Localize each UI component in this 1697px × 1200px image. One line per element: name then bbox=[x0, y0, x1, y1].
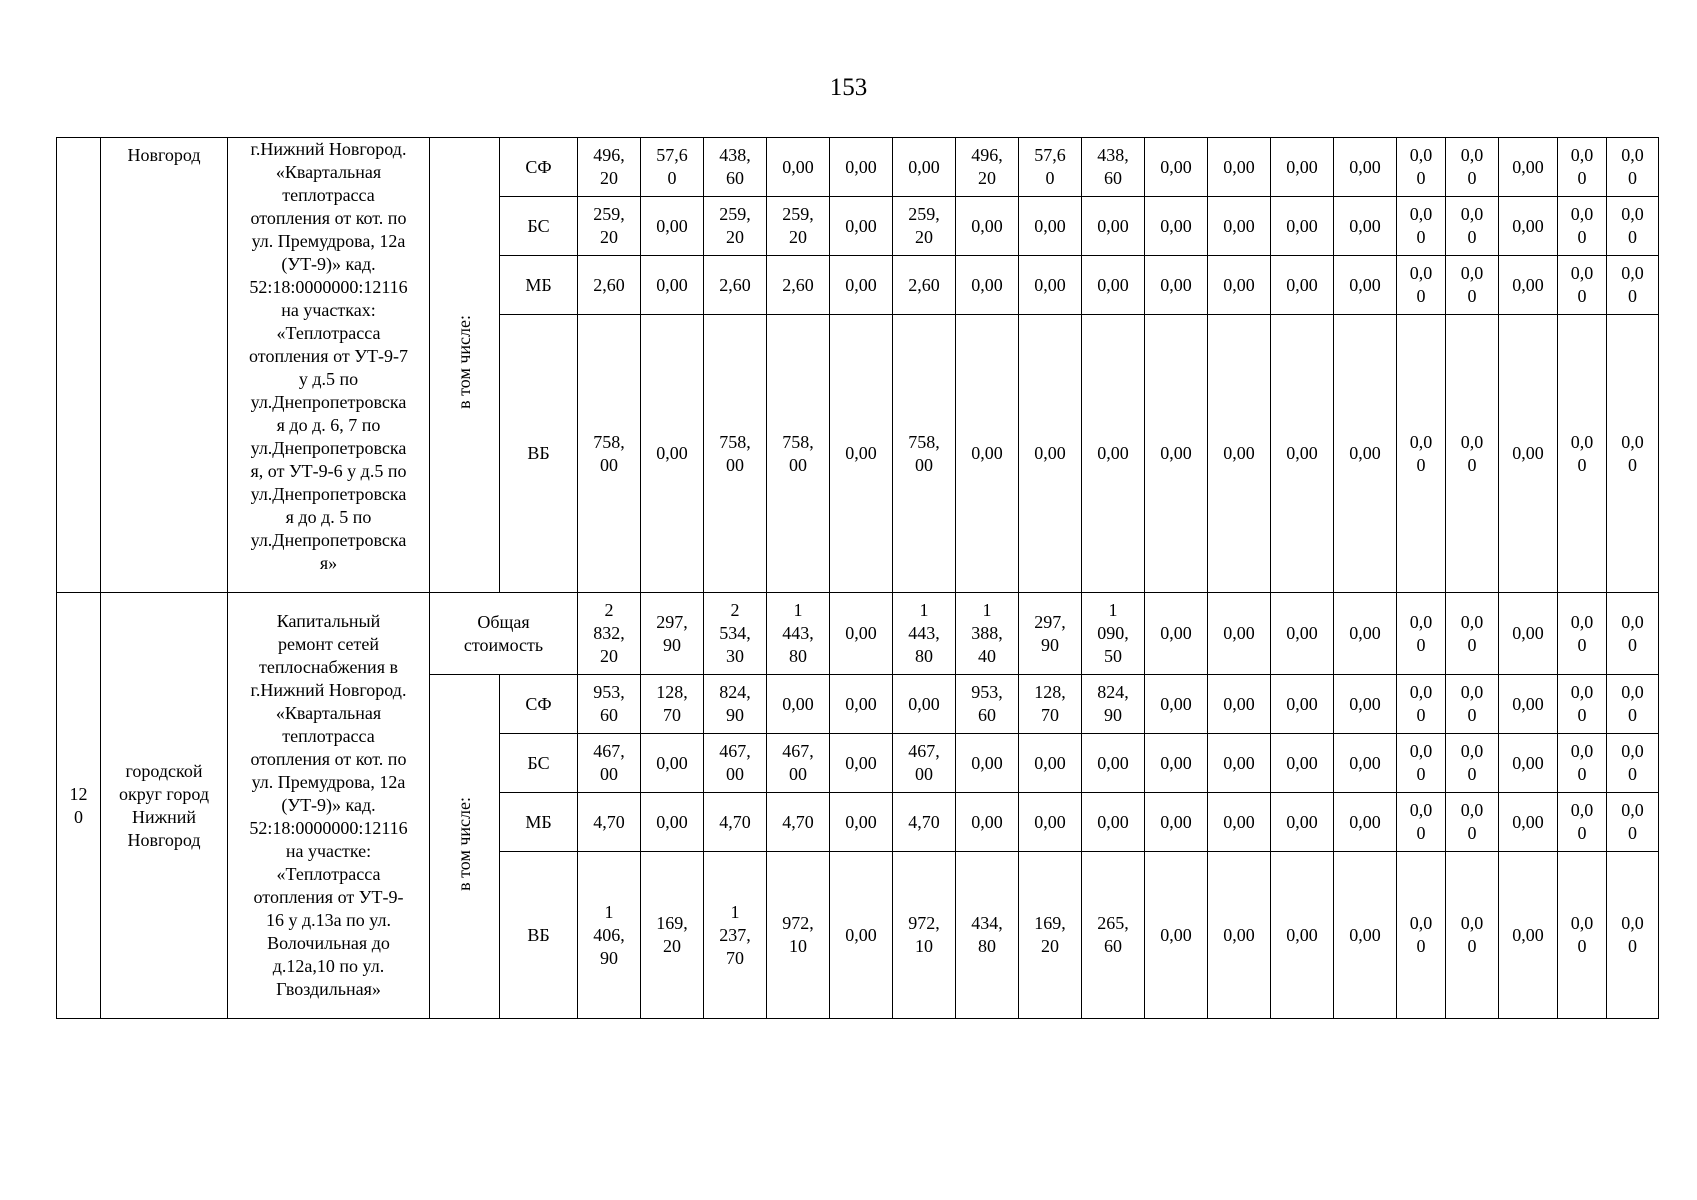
including-label: в том числе: bbox=[454, 796, 474, 891]
value-cell: 0,00 bbox=[956, 256, 1019, 315]
value-cell: 0,00 bbox=[1145, 593, 1208, 675]
value-cell: 0,0 0 bbox=[1607, 793, 1659, 852]
value-cell: 0,0 0 bbox=[1607, 315, 1659, 593]
description-cell: г.Нижний Новгород. «Квартальная теплотрасса отопления от кот. по ул. Премудрова, 12а (УТ-9)» кад. 52:18:0000000:12116 на участках: «Теплотрасса отопления от УТ-9-7 у д.5 по ул.Днепропетровска я до д. 6, 7 по ул.Днепропетровска я, от УТ-9-6 у д.5 по ул.Днепропетровска я до д. 5 по ул.Днепропетровска я» bbox=[228, 138, 430, 593]
value-cell: 0,00 bbox=[1499, 256, 1558, 315]
value-cell: 0,00 bbox=[1271, 852, 1334, 1019]
value-cell: 0,00 bbox=[956, 315, 1019, 593]
value-cell: 0,0 0 bbox=[1446, 793, 1499, 852]
value-cell: 0,0 0 bbox=[1607, 734, 1659, 793]
table-row bbox=[57, 138, 1659, 197]
value-cell: 0,00 bbox=[1145, 734, 1208, 793]
value-cell: 972, 10 bbox=[767, 852, 830, 1019]
page-number: 153 bbox=[829, 74, 868, 101]
value-cell: 0,00 bbox=[1145, 256, 1208, 315]
value-cell: 0,0 0 bbox=[1397, 852, 1446, 1019]
value-cell: 2,60 bbox=[704, 256, 767, 315]
value-cell: 0,0 0 bbox=[1607, 256, 1659, 315]
funding-source-label: БС bbox=[500, 734, 578, 793]
value-cell: 0,0 0 bbox=[1558, 734, 1607, 793]
including-label-cell bbox=[430, 675, 500, 1019]
value-cell: 0,00 bbox=[1271, 256, 1334, 315]
value-cell: 0,00 bbox=[1082, 315, 1145, 593]
value-cell: 0,00 bbox=[830, 197, 893, 256]
value-cell: 169, 20 bbox=[641, 852, 704, 1019]
value-cell: 259, 20 bbox=[578, 197, 641, 256]
value-cell: 0,00 bbox=[1334, 793, 1397, 852]
value-cell: 0,00 bbox=[830, 675, 893, 734]
value-cell: 0,00 bbox=[956, 734, 1019, 793]
value-cell: 0,00 bbox=[1019, 256, 1082, 315]
value-cell: 0,00 bbox=[767, 138, 830, 197]
value-cell: 0,00 bbox=[1334, 852, 1397, 1019]
value-cell: 0,00 bbox=[1208, 138, 1271, 197]
value-cell: 1 237, 70 bbox=[704, 852, 767, 1019]
value-cell: 824, 90 bbox=[704, 675, 767, 734]
value-cell: 2,60 bbox=[578, 256, 641, 315]
value-cell: 2,60 bbox=[893, 256, 956, 315]
value-cell: 0,0 0 bbox=[1607, 593, 1659, 675]
value-cell: 758, 00 bbox=[704, 315, 767, 593]
value-cell: 0,00 bbox=[893, 138, 956, 197]
value-cell: 0,00 bbox=[1019, 197, 1082, 256]
value-cell: 4,70 bbox=[578, 793, 641, 852]
value-cell: 0,0 0 bbox=[1558, 852, 1607, 1019]
value-cell: 1 443, 80 bbox=[893, 593, 956, 675]
description-cell: Капитальный ремонт сетей теплоснабжения в г.Нижний Новгород. «Квартальная теплотрасса отопления от кот. по ул. Премудрова, 12а (УТ-9)» кад. 52:18:0000000:12116 на участке: «Теплотрасса отопления от УТ-9- 16 у д.13а по ул. Волочильная до д.12а,10 по ул. Гвоздильная» bbox=[228, 593, 430, 1019]
value-cell: 0,0 0 bbox=[1446, 593, 1499, 675]
municipality-cell: Новгород bbox=[101, 138, 228, 593]
value-cell: 0,00 bbox=[1208, 197, 1271, 256]
value-cell: 0,00 bbox=[1271, 315, 1334, 593]
value-cell: 0,00 bbox=[1271, 138, 1334, 197]
value-cell: 259, 20 bbox=[767, 197, 830, 256]
value-cell: 0,0 0 bbox=[1607, 197, 1659, 256]
value-cell: 0,0 0 bbox=[1446, 852, 1499, 1019]
value-cell: 0,00 bbox=[830, 734, 893, 793]
municipality-cell: городской округ город Нижний Новгород bbox=[101, 593, 228, 1019]
value-cell: 0,0 0 bbox=[1607, 852, 1659, 1019]
value-cell: 0,0 0 bbox=[1558, 138, 1607, 197]
value-cell: 0,00 bbox=[1208, 315, 1271, 593]
value-cell: 0,00 bbox=[1334, 256, 1397, 315]
row-index: 12 0 bbox=[57, 593, 101, 1019]
value-cell: 0,00 bbox=[1499, 734, 1558, 793]
value-cell: 438, 60 bbox=[704, 138, 767, 197]
value-cell: 0,0 0 bbox=[1558, 593, 1607, 675]
including-label: в том числе: bbox=[454, 315, 474, 409]
value-cell: 0,00 bbox=[956, 793, 1019, 852]
funding-source-label: БС bbox=[500, 197, 578, 256]
value-cell: 1 388, 40 bbox=[956, 593, 1019, 675]
funding-source-label: ВБ bbox=[500, 852, 578, 1019]
value-cell: 0,00 bbox=[1334, 315, 1397, 593]
value-cell: 297, 90 bbox=[1019, 593, 1082, 675]
value-cell: 0,00 bbox=[1499, 793, 1558, 852]
value-cell: 758, 00 bbox=[767, 315, 830, 593]
value-cell: 434, 80 bbox=[956, 852, 1019, 1019]
value-cell: 0,00 bbox=[1271, 675, 1334, 734]
value-cell: 0,0 0 bbox=[1446, 315, 1499, 593]
value-cell: 1 090, 50 bbox=[1082, 593, 1145, 675]
value-cell: 0,00 bbox=[1499, 675, 1558, 734]
value-cell: 0,00 bbox=[893, 675, 956, 734]
funding-source-label: МБ bbox=[500, 256, 578, 315]
value-cell: 0,0 0 bbox=[1558, 315, 1607, 593]
value-cell: 0,00 bbox=[1334, 197, 1397, 256]
value-cell: 0,00 bbox=[1019, 315, 1082, 593]
value-cell: 0,00 bbox=[1145, 675, 1208, 734]
value-cell: 0,00 bbox=[1208, 734, 1271, 793]
value-cell: 0,00 bbox=[1208, 675, 1271, 734]
row-index bbox=[57, 138, 101, 593]
value-cell: 0,0 0 bbox=[1446, 675, 1499, 734]
value-cell: 0,0 0 bbox=[1397, 593, 1446, 675]
value-cell: 0,00 bbox=[830, 852, 893, 1019]
value-cell: 0,0 0 bbox=[1446, 256, 1499, 315]
including-label-cell bbox=[430, 138, 500, 593]
funding-source-label: СФ bbox=[500, 138, 578, 197]
value-cell: 0,00 bbox=[1145, 793, 1208, 852]
value-cell: 0,00 bbox=[1145, 138, 1208, 197]
value-cell: 0,00 bbox=[1082, 256, 1145, 315]
value-cell: 4,70 bbox=[704, 793, 767, 852]
funding-source-label: СФ bbox=[500, 675, 578, 734]
value-cell: 0,0 0 bbox=[1558, 793, 1607, 852]
value-cell: 0,0 0 bbox=[1446, 734, 1499, 793]
value-cell: 0,00 bbox=[641, 793, 704, 852]
value-cell: 467, 00 bbox=[704, 734, 767, 793]
value-cell: 0,00 bbox=[1499, 593, 1558, 675]
value-cell: 0,00 bbox=[1271, 734, 1334, 793]
value-cell: 128, 70 bbox=[641, 675, 704, 734]
value-cell: 0,00 bbox=[1271, 593, 1334, 675]
value-cell: 0,00 bbox=[641, 256, 704, 315]
value-cell: 4,70 bbox=[893, 793, 956, 852]
value-cell: 0,00 bbox=[641, 197, 704, 256]
value-cell: 0,0 0 bbox=[1397, 793, 1446, 852]
value-cell: 0,00 bbox=[956, 197, 1019, 256]
value-cell: 0,0 0 bbox=[1446, 138, 1499, 197]
value-cell: 496, 20 bbox=[956, 138, 1019, 197]
value-cell: 496, 20 bbox=[578, 138, 641, 197]
financing-table bbox=[56, 137, 1659, 1019]
value-cell: 0,00 bbox=[1334, 734, 1397, 793]
total-cost-label: Общая стоимость bbox=[430, 593, 578, 675]
value-cell: 0,00 bbox=[1082, 793, 1145, 852]
table-row bbox=[57, 593, 1659, 675]
value-cell: 259, 20 bbox=[704, 197, 767, 256]
value-cell: 0,00 bbox=[1499, 197, 1558, 256]
value-cell: 0,00 bbox=[830, 793, 893, 852]
value-cell: 297, 90 bbox=[641, 593, 704, 675]
value-cell: 758, 00 bbox=[578, 315, 641, 593]
value-cell: 0,00 bbox=[1208, 793, 1271, 852]
value-cell: 57,6 0 bbox=[641, 138, 704, 197]
value-cell: 438, 60 bbox=[1082, 138, 1145, 197]
value-cell: 4,70 bbox=[767, 793, 830, 852]
funding-source-label: ВБ bbox=[500, 315, 578, 593]
value-cell: 1 406, 90 bbox=[578, 852, 641, 1019]
value-cell: 467, 00 bbox=[767, 734, 830, 793]
value-cell: 0,00 bbox=[1019, 734, 1082, 793]
value-cell: 467, 00 bbox=[578, 734, 641, 793]
value-cell: 0,00 bbox=[1019, 793, 1082, 852]
value-cell: 0,0 0 bbox=[1397, 138, 1446, 197]
value-cell: 0,00 bbox=[830, 593, 893, 675]
value-cell: 0,00 bbox=[1334, 138, 1397, 197]
value-cell: 0,0 0 bbox=[1558, 675, 1607, 734]
value-cell: 953, 60 bbox=[578, 675, 641, 734]
value-cell: 0,00 bbox=[830, 315, 893, 593]
value-cell: 1 443, 80 bbox=[767, 593, 830, 675]
value-cell: 0,00 bbox=[1145, 315, 1208, 593]
value-cell: 0,00 bbox=[830, 138, 893, 197]
value-cell: 758, 00 bbox=[893, 315, 956, 593]
value-cell: 0,0 0 bbox=[1397, 675, 1446, 734]
value-cell: 0,00 bbox=[1208, 256, 1271, 315]
value-cell: 972, 10 bbox=[893, 852, 956, 1019]
value-cell: 0,0 0 bbox=[1446, 197, 1499, 256]
value-cell: 0,00 bbox=[1208, 852, 1271, 1019]
value-cell: 57,6 0 bbox=[1019, 138, 1082, 197]
value-cell: 265, 60 bbox=[1082, 852, 1145, 1019]
value-cell: 0,00 bbox=[1082, 734, 1145, 793]
value-cell: 0,00 bbox=[1145, 852, 1208, 1019]
value-cell: 0,00 bbox=[641, 315, 704, 593]
value-cell: 0,00 bbox=[1334, 593, 1397, 675]
value-cell: 128, 70 bbox=[1019, 675, 1082, 734]
value-cell: 0,00 bbox=[1082, 197, 1145, 256]
value-cell: 0,0 0 bbox=[1397, 315, 1446, 593]
value-cell: 0,00 bbox=[1271, 197, 1334, 256]
value-cell: 0,0 0 bbox=[1558, 256, 1607, 315]
value-cell: 0,00 bbox=[1271, 793, 1334, 852]
value-cell: 0,00 bbox=[767, 675, 830, 734]
value-cell: 0,00 bbox=[1334, 675, 1397, 734]
value-cell: 0,00 bbox=[1499, 138, 1558, 197]
value-cell: 953, 60 bbox=[956, 675, 1019, 734]
value-cell: 467, 00 bbox=[893, 734, 956, 793]
value-cell: 0,0 0 bbox=[1397, 197, 1446, 256]
value-cell: 0,00 bbox=[641, 734, 704, 793]
funding-source-label: МБ bbox=[500, 793, 578, 852]
value-cell: 0,0 0 bbox=[1397, 256, 1446, 315]
value-cell: 0,00 bbox=[1208, 593, 1271, 675]
value-cell: 0,0 0 bbox=[1607, 138, 1659, 197]
value-cell: 2 832, 20 bbox=[578, 593, 641, 675]
value-cell: 0,0 0 bbox=[1558, 197, 1607, 256]
value-cell: 0,0 0 bbox=[1397, 734, 1446, 793]
value-cell: 0,0 0 bbox=[1607, 675, 1659, 734]
value-cell: 0,00 bbox=[1499, 315, 1558, 593]
value-cell: 2,60 bbox=[767, 256, 830, 315]
value-cell: 0,00 bbox=[1499, 852, 1558, 1019]
value-cell: 2 534, 30 bbox=[704, 593, 767, 675]
value-cell: 169, 20 bbox=[1019, 852, 1082, 1019]
value-cell: 0,00 bbox=[1145, 197, 1208, 256]
value-cell: 259, 20 bbox=[893, 197, 956, 256]
value-cell: 824, 90 bbox=[1082, 675, 1145, 734]
value-cell: 0,00 bbox=[830, 256, 893, 315]
